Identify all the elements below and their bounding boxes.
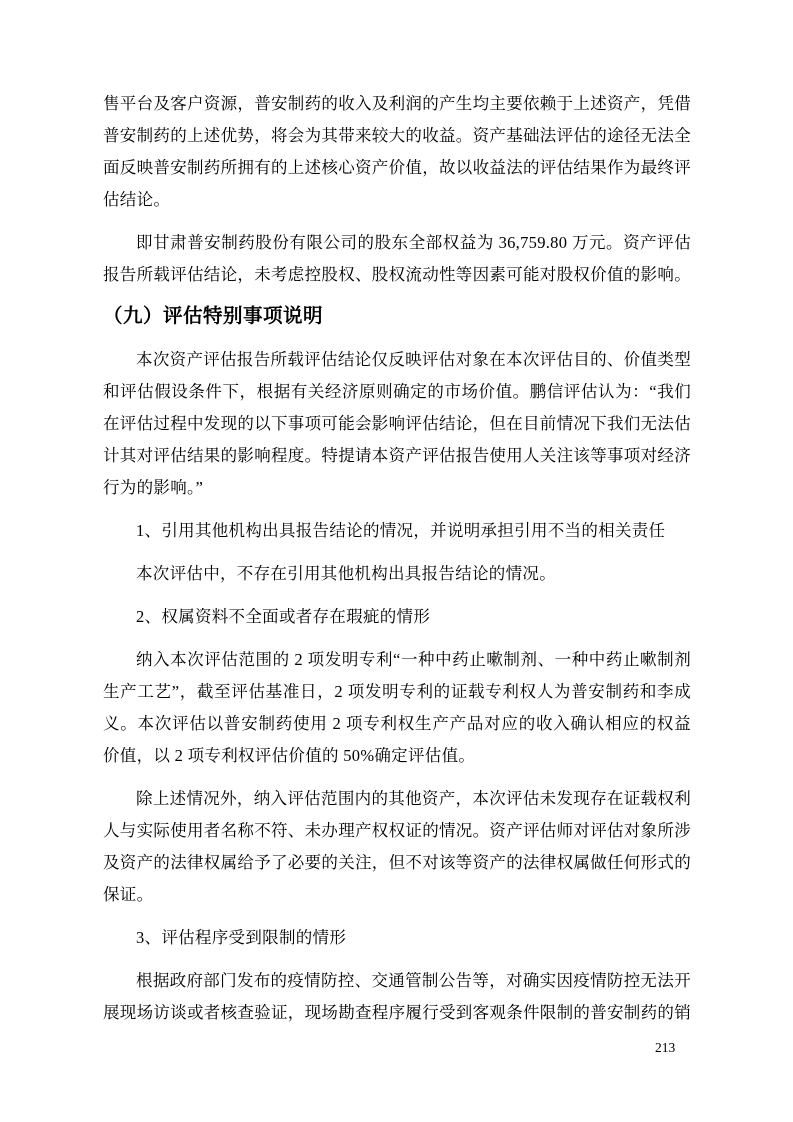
list-item-2-title: 2、权属资料不全面或者存在瑕疵的情形 <box>136 607 431 626</box>
list-item-2-body-other-assets: 除上述情况外，纳入评估范围内的其他资产，本次评估未发现存在证载权利人与实际使用者名称不符、未办理产权权证的情况。资产评估师对评估对象所涉及资产的法律权属给予了必要的关注，但不对该等资产的法律权属做任何形式的保证。 <box>103 789 691 904</box>
list-item-3-title: 3、评估程序受到限制的情形 <box>136 928 347 947</box>
document-body <box>103 88 691 1040</box>
paragraph-continuation: 售平台及客户资源，普安制药的收入及利润的产生均主要依赖于上述资产，凭借普安制药的上述优势，将会为其带来较大的收益。资产基础法评估的途径无法全面反映普安制药所拥有的上述核心资产价值，故以收益法的评估结果作为最终评估结论。 <box>103 94 691 209</box>
list-item-3-body: 根据政府部门发布的疫情防控、交通管制公告等，对确实因疫情防控无法开展现场访谈或者核查验证，现场勘查程序履行受到客观条件限制的普安制药的销 <box>103 971 691 1022</box>
list-item-2-body-patents: 纳入本次评估范围的 2 项发明专利“一种中药止嗽制剂、一种中药止嗽制剂生产工艺”，截至评估基准日，2 项发明专利的证载专利权人为普安制药和李成义。本次评估以普安制药使用 2 项专利权生产产品对应的收入确认相应的权益价值，以 2 项专利权评估价值的 50%确定评估值。 <box>103 650 691 765</box>
paragraph-special-note-intro: 本次资产评估报告所载评估结论仅反映评估对象在本次评估目的、价值类型和评估假设条件下，根据有关经济原则确定的市场价值。鹏信评估认为：“我们在评估过程中发现的以下事项可能会影响评估结论，但在目前情况下我们无法估计其对评估结果的影响程度。特提请本资产评估报告使用人关注该等事项对经济行为的影响。” <box>103 350 691 497</box>
section-heading: （九）评估特别事项说明 <box>103 305 324 327</box>
paragraph-equity-conclusion: 即甘肃普安制药股份有限公司的股东全部权益为 36,759.80 万元。资产评估报告所载评估结论，未考虑控股权、股权流动性等因素可能对股权价值的影响。 <box>103 233 691 284</box>
list-item-1-title: 1、引用其他机构出具报告结论的情况，并说明承担引用不当的相关责任 <box>136 521 666 540</box>
page-number: 213 <box>655 1040 676 1055</box>
list-item-1-body: 本次评估中，不存在引用其他机构出具报告结论的情况。 <box>136 564 556 583</box>
